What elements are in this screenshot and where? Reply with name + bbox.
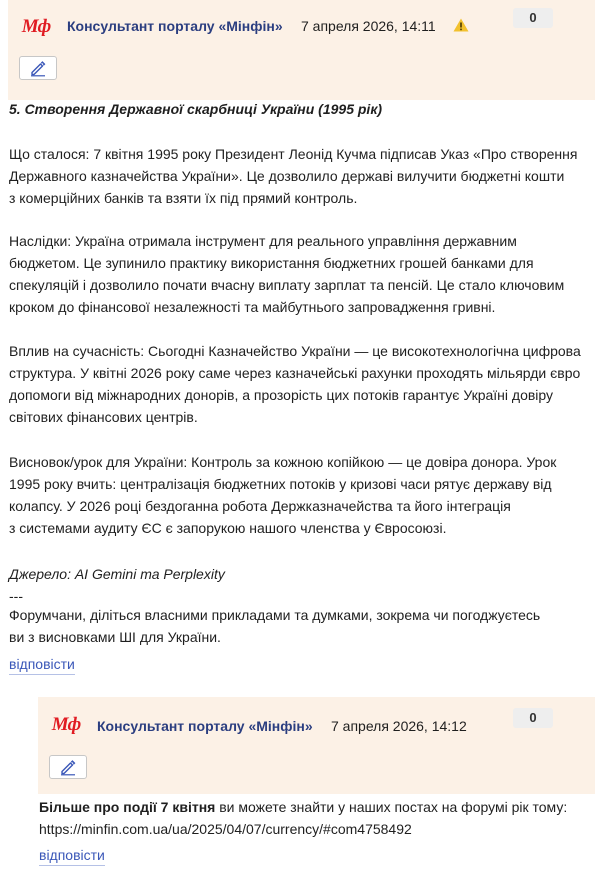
reply-post-text bbox=[39, 796, 599, 840]
paragraph-modern-impact: Вплив на сучасність: Сьогодні Казначейство України — це високотехнологічна цифрова структура. У квітні 2026 року саме через казначейські рахунки проходять мільярди євро допомоги від міжнародних донорів, а прозорість цих потоків гарантує Україні довіру світових фінансових центрів. bbox=[9, 343, 581, 425]
reply-link[interactable]: відповісти bbox=[9, 655, 75, 675]
source-note: Джерело: AI Gemini та Perplexity bbox=[9, 566, 225, 582]
minfin-logo[interactable]: Мф bbox=[51, 714, 81, 735]
paragraph-conclusion: Висновок/урок для України: Контроль за кожною копійкою — це довіра донора. Урок 1995 року вчить: централізація бюджетних потоків у кризові часи рятує державу від колапсу. У 2026 році бездоганна робота Держказначейства та його інтеграція з системами аудиту ЄС є запорукою нашого членства у Євросоюзі. bbox=[9, 454, 557, 536]
pencil-icon bbox=[59, 758, 77, 776]
pencil-icon bbox=[29, 59, 47, 77]
vote-count[interactable]: 0 bbox=[513, 708, 553, 728]
reply-link[interactable]: відповісти bbox=[39, 846, 105, 866]
paragraph-consequences: Наслідки: Україна отримала інструмент для реального управління державним бюджетом. Це зупинило практику використання бюджетних грошей банками для спекуляцій і дозволило почати вчасну виплату зарплат та пенсій. Це стало ключовим кроком до фінансової незалежності та майбутнього запровадження гривні. bbox=[9, 233, 565, 315]
reply-bold-text: Більше про події 7 квітня bbox=[39, 799, 216, 815]
separator-text: --- bbox=[9, 588, 23, 604]
author-name[interactable]: Консультант порталу «Мінфін» bbox=[67, 18, 283, 34]
paragraph-what-happened: Що сталося: 7 квітня 1995 року Президент Леонід Кучма підписав Указ «Про створення Державного казначейства України». Це дозволило державі вилучити бюджетні кошти з комерційних банків та взяти їх під прямий контроль. bbox=[9, 146, 578, 206]
post-date: 7 апреля 2026, 14:11 bbox=[301, 18, 436, 34]
edit-button[interactable] bbox=[19, 56, 57, 80]
author-name[interactable]: Консультант порталу «Мінфін» bbox=[97, 718, 313, 734]
post-date: 7 апреля 2026, 14:12 bbox=[331, 718, 467, 734]
paragraph-call-to-action: Форумчани, діліться власними прикладами та думками, зокрема чи погоджуєтесь ви з висновками ШІ для України. bbox=[9, 607, 541, 645]
post-heading: 5. Створення Державної скарбниці України (1995 рік) bbox=[9, 101, 383, 117]
reply-text: ви можете знайти у наших постах на форумі рік тому: bbox=[215, 799, 568, 815]
edit-button[interactable] bbox=[49, 755, 87, 779]
warning-icon[interactable] bbox=[453, 18, 469, 32]
reply-post-header bbox=[38, 697, 595, 794]
minfin-logo[interactable]: Мф bbox=[21, 16, 51, 37]
post-url-text[interactable]: https://minfin.com.ua/ua/2025/04/07/currency/#com4758492 bbox=[39, 821, 412, 837]
post-header bbox=[8, 0, 595, 100]
vote-count[interactable]: 0 bbox=[513, 8, 553, 28]
